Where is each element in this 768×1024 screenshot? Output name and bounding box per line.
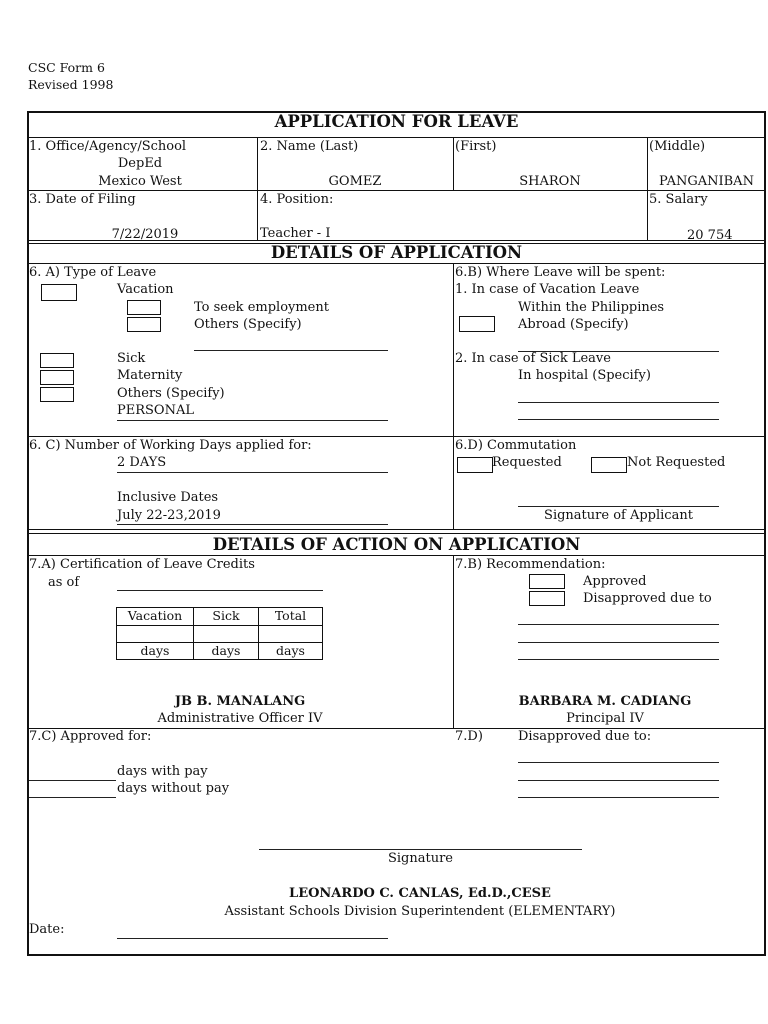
certification-label: 7.A) Certification of Leave Credits (29, 557, 255, 572)
office-value-line1: DepEd (117, 156, 163, 171)
working-days-value: 2 DAYS (117, 455, 167, 470)
disapproved-reason-line-1[interactable] (518, 624, 719, 625)
within-philippines-label: Within the Philippines (518, 300, 665, 315)
maternity-checkbox[interactable] (40, 370, 74, 385)
office-value-line2: Mexico West (98, 174, 182, 189)
disapproved-due-to-label: Disapproved due to: (518, 729, 652, 744)
credits-unit-vacation: days (116, 642, 194, 660)
requested-label: Requested (492, 455, 562, 470)
recommending-officer-title: Principal IV (566, 711, 644, 726)
vacation-case-label: 1. In case of Vacation Leave (455, 282, 640, 297)
credits-value-vacation[interactable] (116, 625, 194, 643)
approved-label: Approved (583, 574, 647, 589)
middle-name-value: PANGANIBAN (659, 174, 754, 189)
credits-header-vacation: Vacation (116, 607, 194, 626)
divider (453, 137, 454, 190)
divider (647, 137, 648, 240)
details-of-application-title: DETAILS OF APPLICATION (270, 243, 523, 262)
credits-unit-sick: days (193, 642, 259, 660)
applicant-signature-line[interactable] (518, 506, 719, 507)
credits-header-total: Total (258, 607, 323, 626)
position-label: 4. Position: (260, 192, 334, 207)
days-without-pay-line[interactable] (29, 797, 116, 798)
middle-name-label: (Middle) (649, 139, 706, 154)
inclusive-dates-value: July 22-23,2019 (117, 508, 221, 523)
last-name-label: 2. Name (Last) (260, 139, 359, 154)
type-of-leave-label: 6. A) Type of Leave (29, 265, 157, 280)
disapproved-reason-line-2[interactable] (518, 642, 719, 643)
form-name: CSC Form 6 (28, 60, 105, 75)
vacation-others-line[interactable] (194, 350, 388, 351)
first-name-label: (First) (455, 139, 497, 154)
recommendation-label: 7.B) Recommendation: (455, 557, 606, 572)
disapproved-checkbox[interactable] (529, 591, 565, 606)
vacation-others-label: Others (Specify) (194, 317, 302, 332)
date-of-filing-value: 7/22/2019 (111, 227, 179, 242)
form-title: APPLICATION FOR LEAVE (274, 112, 519, 131)
form-revision: Revised 1998 (28, 77, 114, 92)
divider (27, 533, 766, 534)
certifying-officer-name: JB B. MANALANG (174, 694, 306, 709)
divider (27, 190, 766, 191)
where-spent-label: 6.B) Where Leave will be spent: (455, 265, 666, 280)
salary-label: 5. Salary (649, 192, 708, 207)
details-of-action-title: DETAILS OF ACTION ON APPLICATION (212, 535, 581, 554)
hospital-line-1[interactable] (518, 402, 719, 403)
approved-checkbox[interactable] (529, 574, 565, 589)
divider (27, 529, 766, 530)
recommending-officer-name: BARBARA M. CADIANG (518, 694, 692, 709)
date-line[interactable] (117, 938, 388, 939)
inclusive-dates-line[interactable] (117, 524, 388, 525)
last-name-value: GOMEZ (328, 174, 382, 189)
maternity-label: Maternity (117, 368, 183, 383)
certifying-officer-title: Administrative Officer IV (157, 711, 323, 726)
days-with-pay-line[interactable] (29, 780, 116, 781)
credits-value-total[interactable] (258, 625, 323, 643)
vacation-others-checkbox[interactable] (127, 317, 161, 332)
first-name-value: SHARON (519, 174, 581, 189)
final-signature-label: Signature (387, 851, 453, 866)
hospital-label: In hospital (Specify) (518, 368, 651, 383)
working-days-label: 6. C) Number of Working Days applied for: (29, 438, 312, 453)
hospital-line-2[interactable] (518, 419, 719, 420)
others-label: Others (Specify) (117, 386, 225, 401)
inclusive-dates-label: Inclusive Dates (117, 490, 219, 505)
superintendent-name: LEONARDO C. CANLAS, Ed.D.,CESE (289, 886, 551, 901)
approved-for-label: 7.C) Approved for: (29, 729, 152, 744)
others-line[interactable] (117, 420, 388, 421)
as-of-label: as of (48, 575, 80, 590)
divider (27, 263, 766, 264)
divider (453, 555, 454, 728)
divider (27, 436, 766, 437)
disapproved-due-line-3[interactable] (518, 797, 719, 798)
as-of-line[interactable] (117, 590, 323, 591)
superintendent-title: Assistant Schools Division Superintendent (ELEMENTARY) (224, 904, 616, 919)
abroad-checkbox[interactable] (459, 316, 495, 332)
not-requested-label: Not Requested (627, 455, 726, 470)
days-without-pay-label: days without pay (117, 781, 230, 796)
divider (453, 263, 454, 529)
disapproved-label: Disapproved due to (583, 591, 712, 606)
disapproved-due-line-2[interactable] (518, 780, 719, 781)
days-with-pay-label: days with pay (117, 764, 208, 779)
others-checkbox[interactable] (40, 387, 74, 402)
credits-header-sick: Sick (193, 607, 259, 626)
divider (27, 555, 766, 556)
position-value: Teacher - I (260, 226, 331, 241)
vacation-checkbox[interactable] (41, 284, 77, 301)
office-label: 1. Office/Agency/School (29, 139, 187, 154)
seek-employment-label: To seek employment (194, 300, 329, 315)
working-days-line[interactable] (117, 472, 388, 473)
commutation-label: 6.D) Commutation (455, 438, 577, 453)
date-label: Date: (29, 922, 65, 937)
disapproved-reason-line-3[interactable] (518, 659, 719, 660)
applicant-signature-label: Signature of Applicant (544, 508, 693, 523)
abroad-label: Abroad (Specify) (518, 317, 629, 332)
others-value: PERSONAL (117, 403, 194, 418)
sick-checkbox[interactable] (40, 353, 74, 368)
vacation-label: Vacation (117, 282, 174, 297)
credits-unit-total: days (258, 642, 323, 660)
sick-case-label: 2. In case of Sick Leave (455, 351, 611, 366)
divider (257, 137, 258, 240)
seek-employment-checkbox[interactable] (127, 300, 161, 315)
disapproved-section-label: 7.D) (455, 729, 483, 744)
disapproved-due-line-1[interactable] (518, 762, 719, 763)
sick-label: Sick (117, 351, 146, 366)
final-signature-line[interactable] (259, 849, 582, 850)
requested-checkbox[interactable] (457, 457, 493, 473)
not-requested-checkbox[interactable] (591, 457, 627, 473)
credits-value-sick[interactable] (193, 625, 259, 643)
salary-value: 20 754 (687, 228, 733, 243)
divider (27, 137, 766, 138)
date-of-filing-label: 3. Date of Filing (29, 192, 136, 207)
